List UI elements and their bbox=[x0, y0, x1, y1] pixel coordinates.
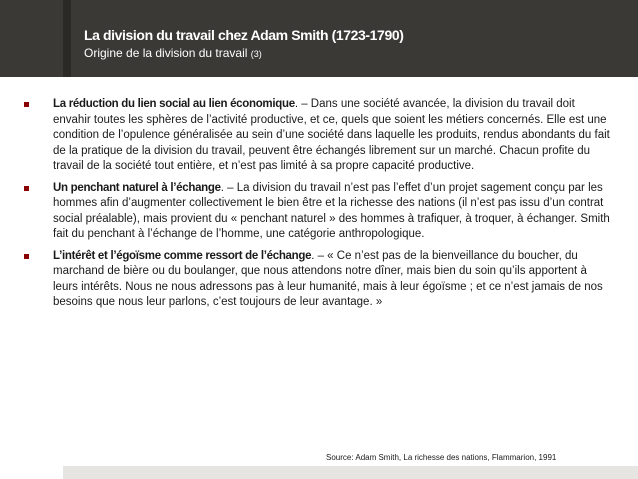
bullet-item bbox=[20, 249, 610, 311]
bullet-square-icon bbox=[24, 102, 29, 107]
slide-title: La division du travail chez Adam Smith (1723-1790) bbox=[84, 27, 404, 43]
bullet-body: . – Dans une société avancée, la division du travail doit envahir toutes les sphères de l’activité productive, et ce, quels que soient les métiers concernés. Elle est une condition de l’opulence généralisée au sein d’une société dans laquelle les produits, rendus abondants du fait de la pratique de la division du travail, peuvent être échangés librement sur un marché. Chacun profite du travail de la société tout entière, et n’est pas limité à sa propre capacité productive. bbox=[53, 98, 610, 172]
subtitle-note: (3) bbox=[250, 49, 262, 59]
footer-bar bbox=[63, 466, 638, 479]
bullet-body: . – La division du travail n’est pas l’effet d’un projet sagement conçu par les hommes afin d’augmenter collectivement le bien être et la richesse des nations (il n’est pas issu d’un contrat social préalable), mais provient du « penchant naturel » des hommes à trafiquer, à troquer, à échanger. Smith fait du penchant à l’échange de l’homme, une catégorie anthropologique. bbox=[53, 181, 610, 240]
slide-header bbox=[0, 0, 638, 77]
bullet-square-icon bbox=[24, 254, 29, 259]
bullet-list bbox=[20, 97, 610, 317]
bullet-text bbox=[53, 249, 610, 311]
bullet-term: Un penchant naturel à l’échange bbox=[53, 181, 221, 194]
bullet-body: . – « Ce n’est pas de la bienveillance du boucher, du marchand de bière ou du boulanger, que nous attendons notre dîner, mais bien du soin qu’ils apportent à leurs intérêts. Nous ne nous adressons pas à leur humanité, mais à leur égoïsme ; et ce n’est jamais de nos besoins que nous leur parlons, c’est toujours de leur avantage. » bbox=[53, 249, 603, 308]
bullet-square-icon bbox=[24, 186, 29, 191]
header-accent-stripe bbox=[63, 0, 71, 77]
subtitle-text: Origine de la division du travail bbox=[84, 46, 248, 60]
bullet-text bbox=[53, 97, 610, 175]
bullet-text bbox=[53, 181, 610, 243]
bullet-term: La réduction du lien social au lien économique bbox=[53, 98, 295, 110]
bullet-item bbox=[20, 97, 610, 175]
source-citation: Source: Adam Smith, La richesse des nations, Flammarion, 1991 bbox=[326, 453, 557, 462]
bullet-term: L’intérêt et l’égoïsme comme ressort de l’échange bbox=[53, 249, 312, 262]
slide-subtitle bbox=[84, 46, 262, 60]
bullet-item bbox=[20, 181, 610, 243]
